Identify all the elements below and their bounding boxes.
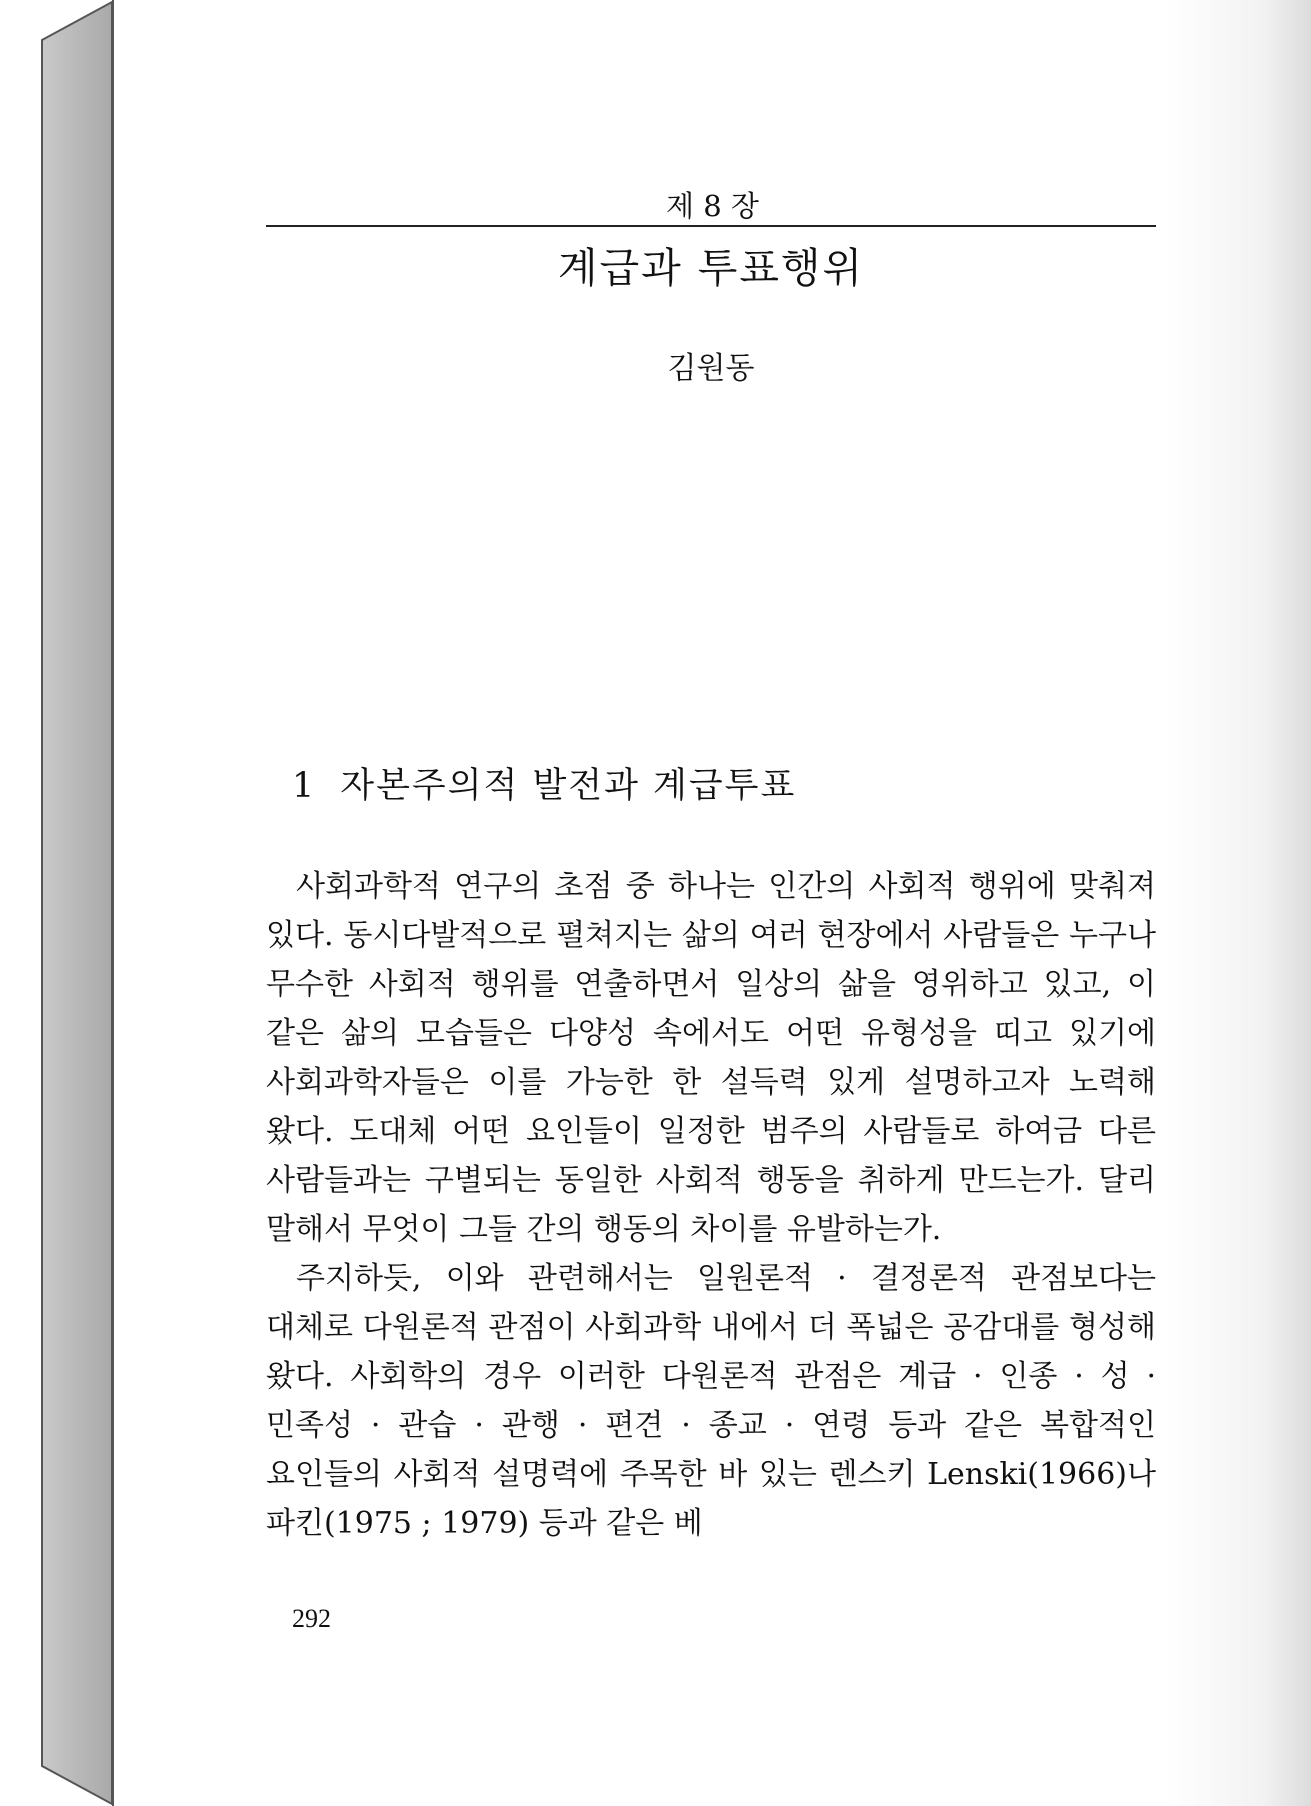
author-name: 김원동 bbox=[667, 351, 755, 386]
book-page bbox=[112, 0, 1311, 1806]
section-title: 자본주의적 발전과 계급투표 bbox=[340, 766, 797, 806]
chapter-number: 제 8 장 bbox=[666, 189, 759, 223]
section-number: 1 bbox=[292, 766, 317, 806]
page-number: 292 bbox=[292, 1604, 331, 1633]
body-text bbox=[266, 862, 1156, 1548]
section-heading bbox=[292, 758, 796, 808]
paragraph: 주지하듯, 이와 관련해서는 일원론적 · 결정론적 관점보다는 대체로 다원론적 관점이 사회과학 내에서 더 폭넓은 공감대를 형성해 왔다. 사회학의 경우 이러한 다원론적 관점은 계급 · 인종 · 성 · 민족성 · 관습 · 관행 · 편견 · 종교 · 연령 등과 같은 복합적인 요인들의 사회적 설명력에 주목한 바 있는 렌스키 Lenski(1966)나 파킨(1975 ; 1979) 등과 같은 베 bbox=[266, 1261, 1156, 1541]
paragraph: 사회과학적 연구의 초점 중 하나는 인간의 사회적 행위에 맞춰져 있다. 동시다발적으로 펼쳐지는 삶의 여러 현장에서 사람들은 누구나 무수한 사회적 행위를 연출하면서 일상의 삶을 영위하고 있고, 이 같은 삶의 모습들은 다양성 속에서도 어떤 유형성을 띠고 있기에 사회과학자들은 이를 가능한 한 설득력 있게 설명하고자 노력해 왔다. 도대체 어떤 요인들이 일정한 범주의 사람들로 하여금 다른 사람들과는 구별되는 동일한 사회적 행동을 취하게 만드는가. 달리 말해서 무엇이 그들 간의 행동의 차이를 유발하는가. bbox=[266, 869, 1156, 1247]
chapter-title: 계급과 투표행위 bbox=[557, 244, 865, 292]
chapter-divider bbox=[266, 225, 1156, 227]
